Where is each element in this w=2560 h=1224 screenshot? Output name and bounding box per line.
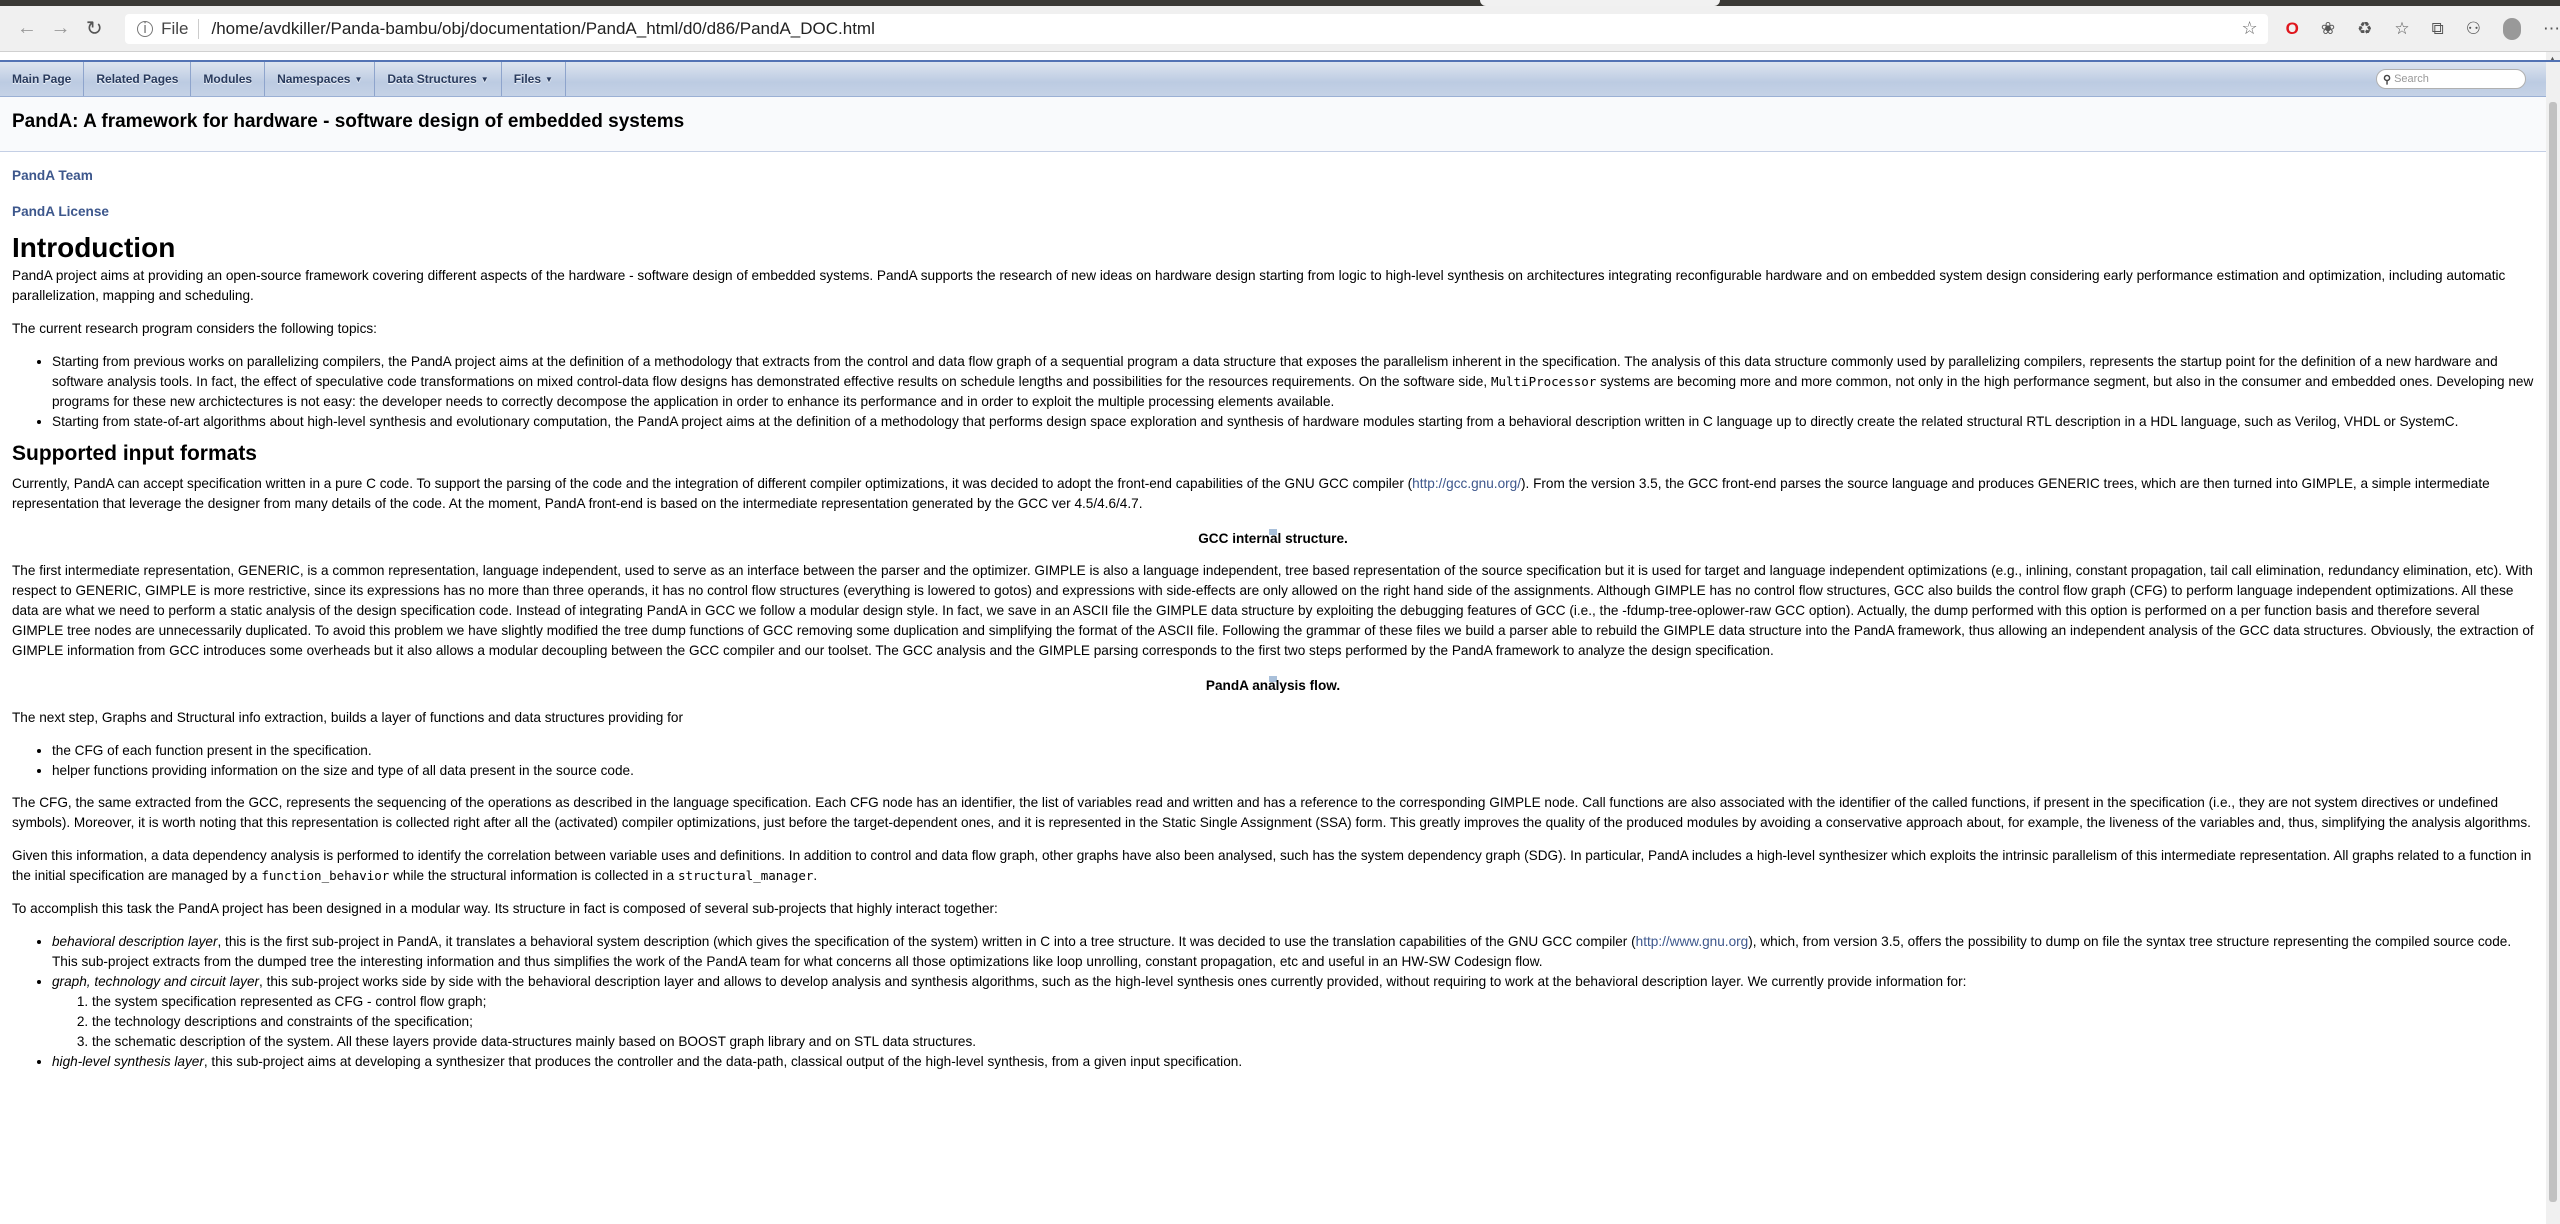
browser-tab-strip	[0, 0, 2560, 6]
forward-icon[interactable]: →	[50, 17, 71, 39]
share-icon[interactable]: ⚇	[2465, 18, 2481, 38]
text: systems are becoming more and more common, not only in the high performance segment, but also in the consumer and embedded ones. Developing new programs for these new archictectures is not easy: the developer needs to correctly decompose the application in order to enhance its performance and in order to exploit the multiple processing elements available.	[52, 374, 2534, 409]
collections-icon[interactable]: ⧉	[2431, 18, 2444, 38]
paragraph: The first intermediate representation, GENERIC, is a common representation, language independent, used to serve as an interface between the parser and the optimizer. GIMPLE is also a language independent, tree based representation of the source specification but it is used for target and language independent optimizations (e.g., inlining, constant propagation, tail call elimination, redundancy elimination, etc). With respect to GENERIC, GIMPLE is more restrictive, since its expressions has no more than three operands, it has no control flow structures (everything is lowered to gotos) and expressions with side-effects are only allowed on the right hand side of the assignments. Although GIMPLE has no control flow structures, GCC also builds the control flow graph (CFG) to perform language independent optimizations. All these data are what we need to perform a static analysis of the design specification code. Instead of integrating PandA in GCC we follow a modular design style. In fact, we save in an ASCII file the GIMPLE data structure by exploiting the debugging features of GCC (i.e., the -fdump-tree-oplower-raw GCC option). Actually, the dump performed with this option is performed on a per function basis and therefore several GIMPLE tree nodes are unnecessarily duplicated. To avoid this problem we have slightly modified the tree dump functions of GCC removing some duplication and simplifying the format of the ASCII file. Following the grammar of these files we build a parser able to rebuild the GIMPLE data structure into the PandA framework, thus allowing an independent analysis of the GCC data structures. Obviously, the extraction of GIMPLE information from GCC introduces some overheads but it also allows a modular decoupling between the GCC compiler and our toolset. The GCC analysis and the GIMPLE parsing corresponds to the first two steps performed by the PandA framework to analyze the design specification.	[12, 563, 2534, 658]
intro-paragraph: PandA project aims at providing an open-source framework covering different aspects of the hardware - software design of embedded systems. PandA supports the research of new ideas on hardware design starting from logic to high-level synthesis on architectures integrating reconfigurable hardware and on embedded system design considering early performance estimation and optimization, including automatic parallelization, mapping and scheduling.	[12, 268, 2506, 303]
emphasis: behavioral description layer	[52, 934, 218, 949]
supported-formats-heading: Supported input formats	[12, 442, 257, 465]
opera-extension-icon[interactable]: O	[2285, 18, 2299, 38]
nav-label: Modules	[203, 72, 253, 86]
nav-modules[interactable]	[191, 62, 265, 96]
list-item	[52, 972, 2534, 1052]
page-header	[0, 97, 2546, 152]
nav-label: Files	[513, 72, 542, 86]
text: , this sub-project aims at developing a synthesizer that produces the controller and the data-path, classical output of the high-level synthesis, from a given input specification.	[203, 1054, 1243, 1069]
list-item	[52, 1052, 2534, 1072]
paragraph: The CFG, the same extracted from the GCC, represents the sequencing of the operations as described in the language specification. Each CFG node has an identifier, the list of variables read and written and has a reference to the corresponding GIMPLE node. Call functions are also associated with the identifier of the called functions, if present in the specification (i.e., they are not system directives or undefined symbols). Moreover, it is worth noting that this representation is collected right after all the (activated) compiler optimizations, just before the target-dependent ones, and it is represented in the Static Single Assignment (SSA) form. This greatly improves the quality of the produced modules by avoiding a conservative approach about, for example, the liveness of the variables and, thus, simplifying the analysis algorithms.	[12, 795, 2531, 830]
top-strip	[0, 52, 2560, 62]
caret-down-icon: ▼	[545, 74, 553, 84]
caret-down-icon: ▼	[354, 74, 363, 84]
nav-data-structures[interactable]	[375, 62, 501, 96]
active-tab[interactable]	[1480, 0, 1720, 6]
list-item: • the CFG of each function present in the specification.	[52, 741, 2534, 761]
text: Given this information, a data dependency analysis is performed to identify the correlation between variable uses and definitions. In addition to control and data flow graph, other graphs have also been analysed, such has the system dependency graph (SDG). In particular, PandA includes a high-level synthesizer which exploits the intrinsic parallelism of this intermediate representation. All graphs related to a function in the initial specification are managed by a	[12, 848, 2532, 883]
profile-avatar-icon[interactable]	[2503, 18, 2521, 40]
address-bar[interactable]	[125, 14, 2268, 44]
footprint-extension-icon[interactable]: ❀	[2320, 18, 2336, 38]
page-content	[0, 152, 2546, 1092]
page-viewport	[0, 52, 2560, 1224]
url-scheme-label: File	[161, 19, 199, 39]
text: Starting from previous works on parallelizing compilers, the PandA project aims at the definition of a methodology that extracts from the control and data flow graph of a sequential program a data structure that exposes the parallelism inherent in the specification. The analysis of this data structure commonly used by parallelizing compilers, represents the startup point for the definition of a new hardware and software analysis tools. In fact, the effect of speculative code transformations on mixed control-data flow designs has demonstrated effective results on schedule lengths and possibilities for the resources requirements. On the software side,	[52, 354, 2498, 389]
reload-icon[interactable]: ↻	[85, 18, 103, 40]
gcc-link[interactable]: http://gcc.gnu.org/	[1412, 476, 1521, 491]
numbered-list	[92, 992, 2534, 1052]
favorites-icon[interactable]: ☆	[2394, 18, 2410, 38]
emphasis: high-level synthesis layer	[52, 1054, 204, 1069]
list-item	[52, 352, 2534, 412]
code-text: MultiProcessor	[1490, 374, 1597, 389]
info-icon[interactable]: i	[137, 21, 153, 37]
bookmark-star-icon[interactable]: ☆	[2241, 18, 2258, 38]
nav-namespaces[interactable]	[265, 62, 375, 96]
paragraph: The next step, Graphs and Structural info extraction, builds a layer of functions and data structures providing for	[12, 710, 683, 725]
text: ), which, from version 3.5, offers the possibility to dump on file the syntax tree structure representing the compiled source code. This sub-project extracts from the dumped tree the interesting information and thus simplifies the work of the PandA team for what concerns all those optimizations like loop unrolling, constant propagation, etc and useful in an HW-SW Codesign flow.	[52, 934, 2512, 969]
bullet-list	[52, 741, 2534, 781]
introduction-heading: Introduction	[12, 232, 176, 263]
search-placeholder: Search	[2394, 73, 2429, 85]
code-text: function_behavior	[261, 868, 390, 883]
scrollbar-thumb[interactable]	[2549, 102, 2557, 1202]
nav-label: Namespaces	[277, 72, 351, 86]
code-text: structural_manager	[677, 868, 814, 883]
text: Currently, PandA can accept specification written in a pure C code. To support the parsing of the code and the integration of different compiler optimizations, it was decided to adopt the front-end capabilities of the GNU GCC compiler (	[12, 476, 1413, 491]
list-item: • Starting from state-of-art algorithms about high-level synthesis and evolutionary computation, the PandA project aims at the definition of a methodology that performs design space exploration and synthesis of hardware modules starting from a behavioral description written in C language up to directly create the related structural RTL description in a HDL language, such as Verilog, VHDL or SystemC.	[52, 412, 2534, 432]
figure-caption: GCC internal structure.	[1198, 531, 1348, 546]
list-item: 2. the technology descriptions and constraints of the specification;	[92, 1012, 2534, 1032]
panda-team-link[interactable]: PandA Team	[12, 168, 93, 183]
text: while the structural information is collected in a	[389, 868, 678, 883]
list-item	[52, 932, 2534, 972]
gcc-structure-image	[12, 521, 2534, 529]
search-icon[interactable]: ⚲	[2383, 73, 2392, 86]
puzzle-extensions-icon[interactable]: ♻	[2357, 18, 2373, 38]
topics-list	[52, 352, 2534, 432]
text: .	[813, 868, 818, 883]
paragraph	[12, 846, 2534, 886]
nav-label: Related Pages	[96, 72, 179, 86]
topics-intro: The current research program considers the following topics:	[12, 321, 377, 336]
nav-related-pages[interactable]	[84, 62, 191, 96]
nav-files[interactable]	[502, 62, 566, 96]
text: , this sub-project works side by side with the behavioral description layer and allows to develop analysis and synthesis algorithms, such as the high-level synthesis ones currently provided, without requiring to work at the behavioral description layer. We currently provide information for:	[259, 974, 1967, 989]
back-icon[interactable]: ←	[16, 17, 37, 39]
paragraph: To accomplish this task the PandA project has been designed in a modular way. Its structure in fact is composed of several sub-projects that highly interact together:	[12, 901, 998, 916]
scroll-up-icon[interactable]: ▲	[2548, 54, 2557, 64]
doxygen-nav-bar	[0, 62, 2546, 97]
caret-down-icon: ▼	[480, 74, 489, 84]
list-item: • helper functions providing information on the size and type of all data present in the source code.	[52, 761, 2534, 781]
text: ). From the version 3.5, the GCC front-end parses the source language and produces GENERIC trees, which are then turned into GIMPLE, a simple intermediate representation that leverage the designer from many details of the code. At the moment, PandA front-end is based on the intermediate representation generated by the GCC ver 4.5/4.6/4.7.	[12, 476, 2490, 511]
more-menu-icon[interactable]: ⋯	[2542, 18, 2560, 38]
analysis-flow-image	[12, 668, 2534, 676]
page-title: PandA: A framework for hardware - software design of embedded systems	[12, 111, 685, 132]
search-input[interactable]	[2376, 69, 2526, 89]
scrollbar[interactable]	[2546, 52, 2560, 1224]
text: , this is the first sub-project in PandA, it translates a behavioral system description (which gives the specification of the system) written in C into a tree structure. It was decided to use the translation capabilities of the GNU GCC compiler (	[217, 934, 1636, 949]
subprojects-list	[52, 932, 2534, 1072]
browser-toolbar	[0, 6, 2560, 52]
list-item: 1. the system specification represented as CFG - control flow graph;	[92, 992, 2534, 1012]
paragraph	[12, 474, 2534, 514]
gnu-link[interactable]: http://www.gnu.org	[1635, 934, 1749, 949]
panda-license-link[interactable]: PandA License	[12, 204, 109, 219]
nav-label: Main Page	[12, 72, 72, 86]
nav-label: Data Structures	[387, 72, 477, 86]
list-item: 3. the schematic description of the system. All these layers provide data-structures mainly based on BOOST graph library and on STL data structures.	[92, 1032, 2534, 1052]
figure-caption: PandA analysis flow.	[1205, 678, 1341, 693]
nav-main-page[interactable]	[0, 62, 84, 96]
url-text[interactable]: /home/avdkiller/Panda-bambu/obj/documentation/PandA_html/d0/d86/PandA_DOC.html	[211, 18, 875, 38]
emphasis: graph, technology and circuit layer	[52, 974, 260, 989]
